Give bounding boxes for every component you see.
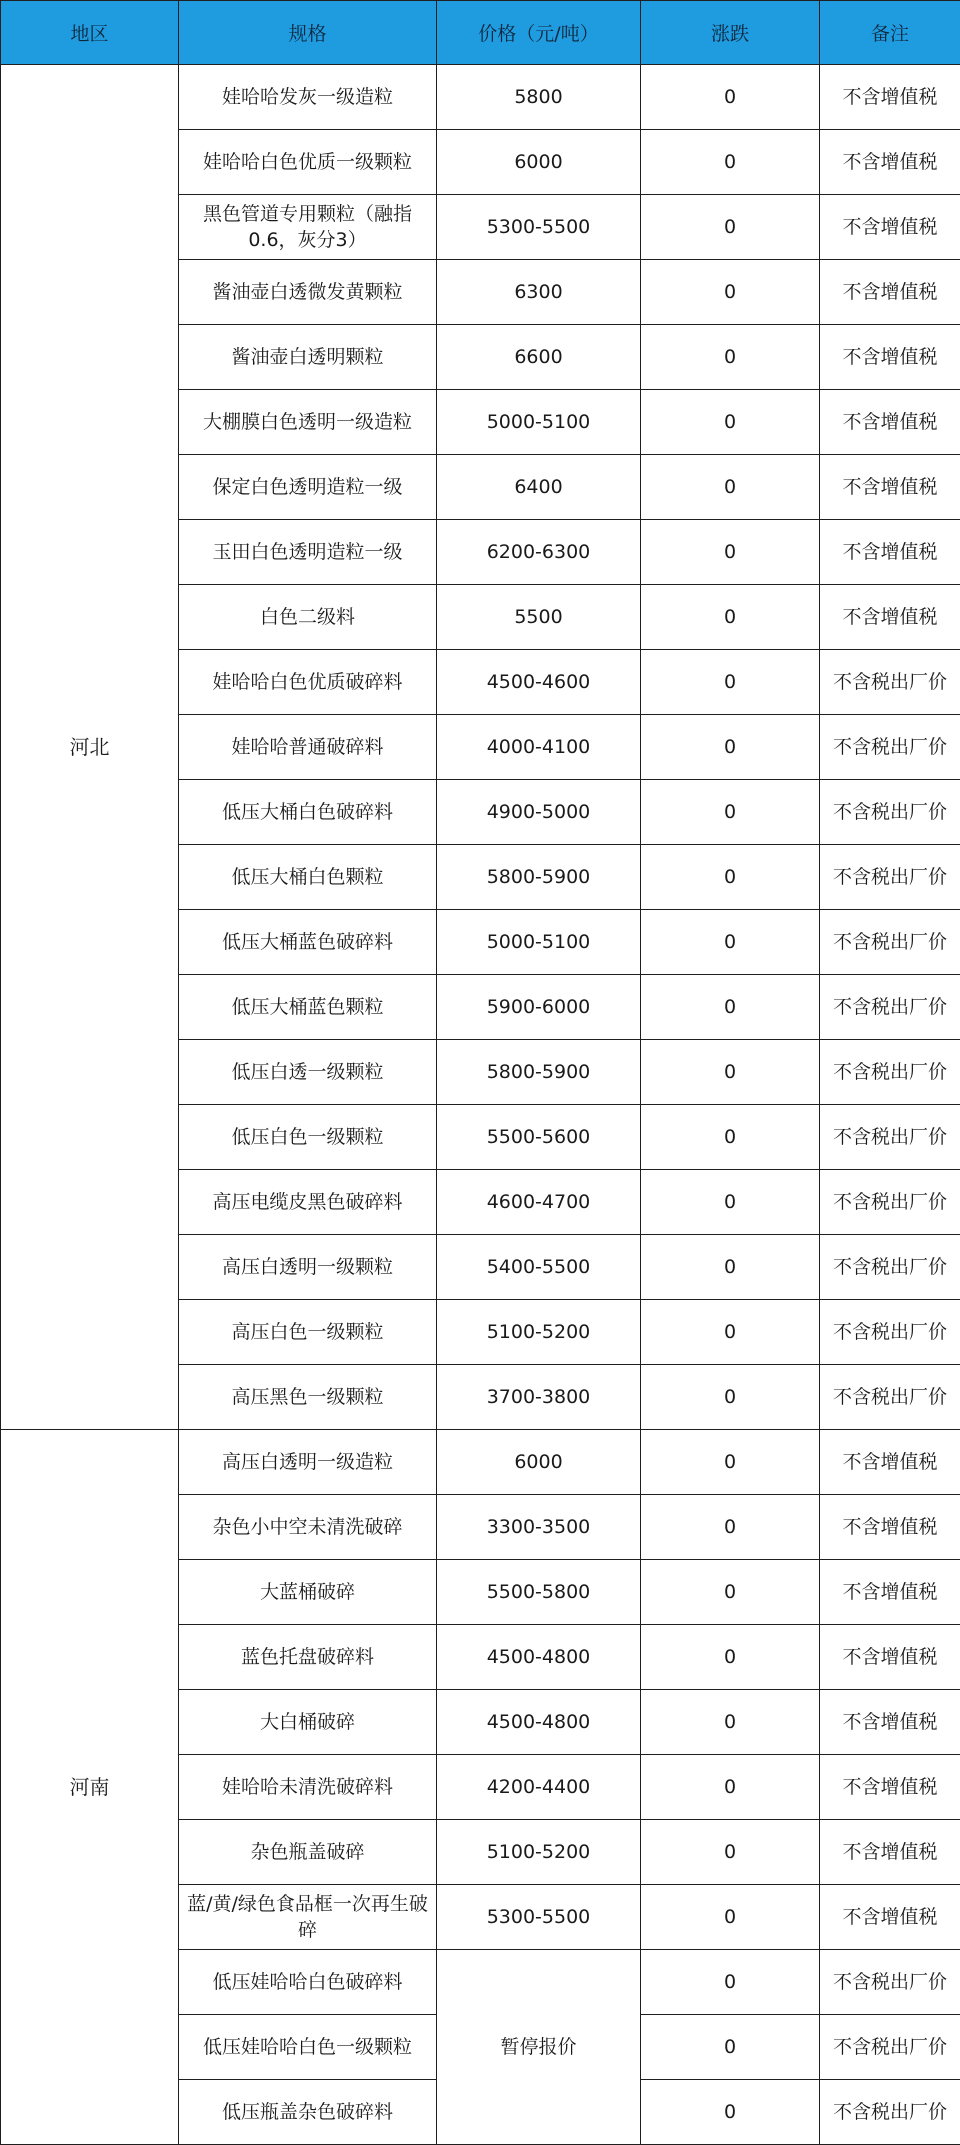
note-cell: 不含增值税 (820, 1625, 960, 1690)
note-cell: 不含税出厂价 (820, 650, 960, 715)
spec-cell: 娃哈哈白色优质破碎料 (179, 650, 437, 715)
spec-cell: 蓝/黄/绿色食品框一次再生破碎 (179, 1885, 437, 1950)
note-cell: 不含增值税 (820, 1755, 960, 1820)
change-cell: 0 (641, 1625, 820, 1690)
spec-cell: 白色二级料 (179, 585, 437, 650)
region-cell: 河南 (1, 1430, 179, 2145)
spec-cell: 低压大桶白色颗粒 (179, 845, 437, 910)
price-cell: 6000 (437, 1430, 641, 1495)
price-cell: 5800-5900 (437, 845, 641, 910)
change-cell: 0 (641, 780, 820, 845)
price-cell: 5000-5100 (437, 390, 641, 455)
spec-cell: 低压白色一级颗粒 (179, 1105, 437, 1170)
note-cell: 不含增值税 (820, 1885, 960, 1950)
price-cell: 5500-5800 (437, 1560, 641, 1625)
table-row (1, 1430, 960, 1495)
spec-cell: 黑色管道专用颗粒（融指0.6，灰分3） (179, 195, 437, 260)
price-cell: 5900-6000 (437, 975, 641, 1040)
change-cell: 0 (641, 845, 820, 910)
change-cell: 0 (641, 1040, 820, 1105)
change-cell: 0 (641, 1690, 820, 1755)
header-price: 价格（元/吨） (437, 1, 641, 65)
price-cell: 4500-4600 (437, 650, 641, 715)
change-cell: 0 (641, 1560, 820, 1625)
price-cell: 6600 (437, 325, 641, 390)
note-cell: 不含增值税 (820, 195, 960, 260)
spec-cell: 娃哈哈发灰一级造粒 (179, 65, 437, 130)
spec-cell: 高压白透明一级造粒 (179, 1430, 437, 1495)
change-cell: 0 (641, 65, 820, 130)
spec-cell: 娃哈哈普通破碎料 (179, 715, 437, 780)
note-cell: 不含税出厂价 (820, 1170, 960, 1235)
spec-cell: 低压大桶蓝色颗粒 (179, 975, 437, 1040)
price-cell: 6200-6300 (437, 520, 641, 585)
price-cell: 3700-3800 (437, 1365, 641, 1430)
header-note: 备注 (820, 1, 960, 65)
spec-cell: 低压大桶白色破碎料 (179, 780, 437, 845)
note-cell: 不含税出厂价 (820, 1300, 960, 1365)
spec-cell: 玉田白色透明造粒一级 (179, 520, 437, 585)
region-cell: 河北 (1, 65, 179, 1430)
price-cell: 5800 (437, 65, 641, 130)
spec-cell: 酱油壶白透微发黄颗粒 (179, 260, 437, 325)
price-cell: 5800-5900 (437, 1040, 641, 1105)
note-cell: 不含增值税 (820, 390, 960, 455)
spec-cell: 大蓝桶破碎 (179, 1560, 437, 1625)
price-cell: 5400-5500 (437, 1235, 641, 1300)
price-cell: 5500 (437, 585, 641, 650)
spec-cell: 娃哈哈未清洗破碎料 (179, 1755, 437, 1820)
change-cell: 0 (641, 1170, 820, 1235)
change-cell: 0 (641, 2080, 820, 2145)
change-cell: 0 (641, 585, 820, 650)
header-row (1, 1, 960, 65)
price-cell: 5300-5500 (437, 195, 641, 260)
note-cell: 不含增值税 (820, 65, 960, 130)
change-cell: 0 (641, 1105, 820, 1170)
note-cell: 不含增值税 (820, 1820, 960, 1885)
change-cell: 0 (641, 1885, 820, 1950)
change-cell: 0 (641, 1430, 820, 1495)
note-cell: 不含增值税 (820, 1495, 960, 1560)
note-cell: 不含增值税 (820, 1690, 960, 1755)
price-cell: 5100-5200 (437, 1820, 641, 1885)
price-cell: 3300-3500 (437, 1495, 641, 1560)
spec-cell: 杂色瓶盖破碎 (179, 1820, 437, 1885)
spec-cell: 低压大桶蓝色破碎料 (179, 910, 437, 975)
change-cell: 0 (641, 130, 820, 195)
note-cell: 不含税出厂价 (820, 780, 960, 845)
spec-cell: 低压白透一级颗粒 (179, 1040, 437, 1105)
change-cell: 0 (641, 715, 820, 780)
change-cell: 0 (641, 1950, 820, 2015)
header-spec: 规格 (179, 1, 437, 65)
spec-cell: 大棚膜白色透明一级造粒 (179, 390, 437, 455)
note-cell: 不含税出厂价 (820, 1105, 960, 1170)
note-cell: 不含增值税 (820, 520, 960, 585)
table-body (1, 65, 960, 2145)
note-cell: 不含税出厂价 (820, 2080, 960, 2145)
spec-cell: 低压娃哈哈白色一级颗粒 (179, 2015, 437, 2080)
change-cell: 0 (641, 1820, 820, 1885)
change-cell: 0 (641, 650, 820, 715)
spec-cell: 高压白透明一级颗粒 (179, 1235, 437, 1300)
price-cell: 6400 (437, 455, 641, 520)
change-cell: 0 (641, 520, 820, 585)
price-cell: 4600-4700 (437, 1170, 641, 1235)
note-cell: 不含税出厂价 (820, 845, 960, 910)
change-cell: 0 (641, 195, 820, 260)
table-header (1, 1, 960, 65)
change-cell: 0 (641, 2015, 820, 2080)
change-cell: 0 (641, 1495, 820, 1560)
price-cell: 4000-4100 (437, 715, 641, 780)
note-cell: 不含税出厂价 (820, 1235, 960, 1300)
change-cell: 0 (641, 1235, 820, 1300)
change-cell: 0 (641, 1365, 820, 1430)
price-cell: 4500-4800 (437, 1625, 641, 1690)
note-cell: 不含增值税 (820, 1430, 960, 1495)
note-cell: 不含增值税 (820, 260, 960, 325)
spec-cell: 酱油壶白透明颗粒 (179, 325, 437, 390)
note-cell: 不含增值税 (820, 130, 960, 195)
note-cell: 不含税出厂价 (820, 1365, 960, 1430)
spec-cell: 娃哈哈白色优质一级颗粒 (179, 130, 437, 195)
change-cell: 0 (641, 975, 820, 1040)
price-cell: 4900-5000 (437, 780, 641, 845)
note-cell: 不含税出厂价 (820, 2015, 960, 2080)
price-cell: 5100-5200 (437, 1300, 641, 1365)
change-cell: 0 (641, 325, 820, 390)
note-cell: 不含税出厂价 (820, 1040, 960, 1105)
note-cell: 不含税出厂价 (820, 910, 960, 975)
change-cell: 0 (641, 390, 820, 455)
spec-cell: 低压瓶盖杂色破碎料 (179, 2080, 437, 2145)
change-cell: 0 (641, 1755, 820, 1820)
price-cell: 6300 (437, 260, 641, 325)
header-change: 涨跌 (641, 1, 820, 65)
note-cell: 不含税出厂价 (820, 975, 960, 1040)
note-cell: 不含增值税 (820, 585, 960, 650)
change-cell: 0 (641, 260, 820, 325)
change-cell: 0 (641, 455, 820, 520)
price-cell: 5000-5100 (437, 910, 641, 975)
change-cell: 0 (641, 1300, 820, 1365)
change-cell: 0 (641, 910, 820, 975)
spec-cell: 高压电缆皮黑色破碎料 (179, 1170, 437, 1235)
spec-cell: 高压黑色一级颗粒 (179, 1365, 437, 1430)
spec-cell: 蓝色托盘破碎料 (179, 1625, 437, 1690)
spec-cell: 高压白色一级颗粒 (179, 1300, 437, 1365)
spec-cell: 保定白色透明造粒一级 (179, 455, 437, 520)
price-cell: 4200-4400 (437, 1755, 641, 1820)
note-cell: 不含税出厂价 (820, 1950, 960, 2015)
price-cell: 4500-4800 (437, 1690, 641, 1755)
spec-cell: 低压娃哈哈白色破碎料 (179, 1950, 437, 2015)
note-cell: 不含税出厂价 (820, 715, 960, 780)
note-cell: 不含增值税 (820, 1560, 960, 1625)
spec-cell: 大白桶破碎 (179, 1690, 437, 1755)
price-cell: 6000 (437, 130, 641, 195)
price-cell-suspended: 暂停报价 (437, 1950, 641, 2145)
header-region: 地区 (1, 1, 179, 65)
note-cell: 不含增值税 (820, 325, 960, 390)
spec-cell: 杂色小中空未清洗破碎 (179, 1495, 437, 1560)
price-cell: 5300-5500 (437, 1885, 641, 1950)
price-cell: 5500-5600 (437, 1105, 641, 1170)
note-cell: 不含增值税 (820, 455, 960, 520)
table-row (1, 65, 960, 130)
